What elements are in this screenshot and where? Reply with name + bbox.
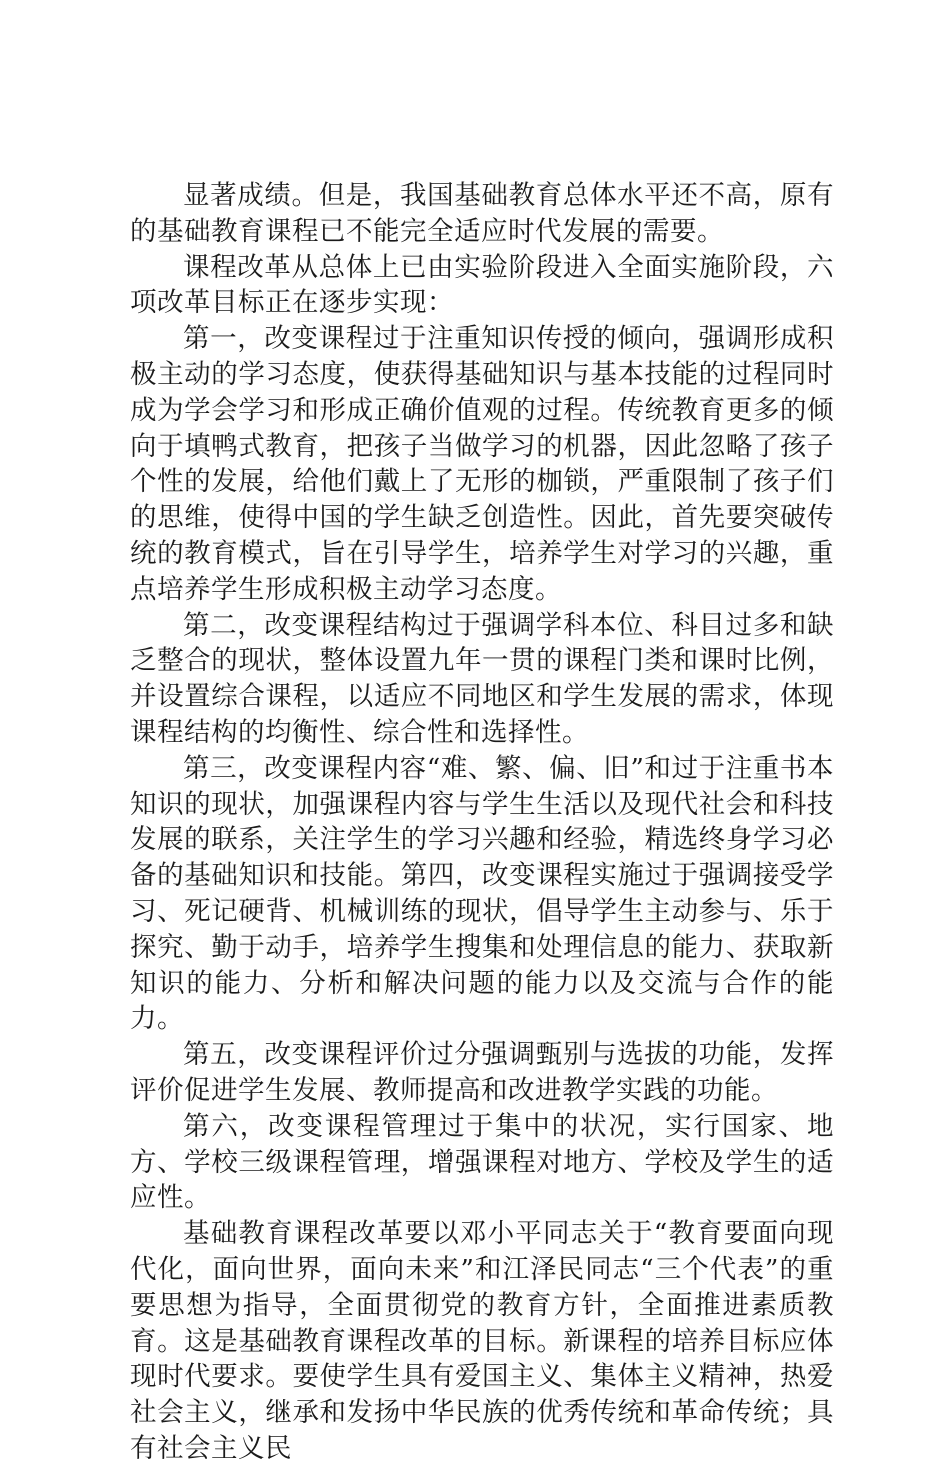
- paragraph-5: 第三，改变课程内容“难、繁、偏、旧”和过于注重书本知识的现状，加强课程内容与学生生活以及现代社会和科技发展的联系，关注学生的学习兴趣和经验，精选终身学习必备的基础知识和技能。第四，改变课程实施过于强调接受学习、死记硬背、机械训练的现状，倡导学生主动参与、乐于探究、勤于动手，培养学生搜集和处理信息的能力、获取新知识的能力、分析和解决问题的能力以及交流与合作的能力。: [130, 752, 834, 1035]
- paragraph-2: 课程改革从总体上已由实验阶段进入全面实施阶段，六项改革目标正在逐步实现：: [130, 251, 834, 319]
- paragraph-3: 第一，改变课程过于注重知识传授的倾向，强调形成积极主动的学习态度，使获得基础知识与基本技能的过程同时成为学会学习和形成正确价值观的过程。传统教育更多的倾向于填鸭式教育，把孩子当做学习的机器，因此忽略了孩子个性的发展，给他们戴上了无形的枷锁，严重限制了孩子们的思维，使得中国的学生缺乏创造性。因此，首先要突破传统的教育模式，旨在引导学生，培养学生对学习的兴趣，重点培养学生形成积极主动学习态度。: [130, 323, 834, 605]
- paragraph-4: 第二，改变课程结构过于强调学科本位、科目过多和缺乏整合的现状，整体设置九年一贯的课程门类和课时比例，并设置综合课程，以适应不同地区和学生发展的需求，体现课程结构的均衡性、综合性和选择性。: [130, 609, 834, 748]
- paragraph-6: 第五，改变课程评价过分强调甄别与选拔的功能，发挥评价促进学生发展、教师提高和改进教学实践的功能。: [130, 1039, 834, 1106]
- paragraph-7: 第六，改变课程管理过于集中的状况，实行国家、地方、学校三级课程管理，增强课程对地方、学校及学生的适应性。: [130, 1110, 834, 1214]
- paragraph-1: 显著成绩。但是，我国基础教育总体水平还不高，原有的基础教育课程已不能完全适应时代发展的需要。: [130, 180, 834, 247]
- paragraph-8: 基础教育课程改革要以邓小平同志关于“教育要面向现代化，面向世界，面向未来”和江泽民同志“三个代表”的重要思想为指导，全面贯彻党的教育方针，全面推进素质教育。这是基础教育课程改革的目标。新课程的培养目标应体现时代要求。要使学生具有爱国主义、集体主义精神，热爱社会主义，继承和发扬中华民族的优秀传统和革命传统；具有社会主义民: [130, 1218, 834, 1464]
- document-body: [130, 178, 834, 1467]
